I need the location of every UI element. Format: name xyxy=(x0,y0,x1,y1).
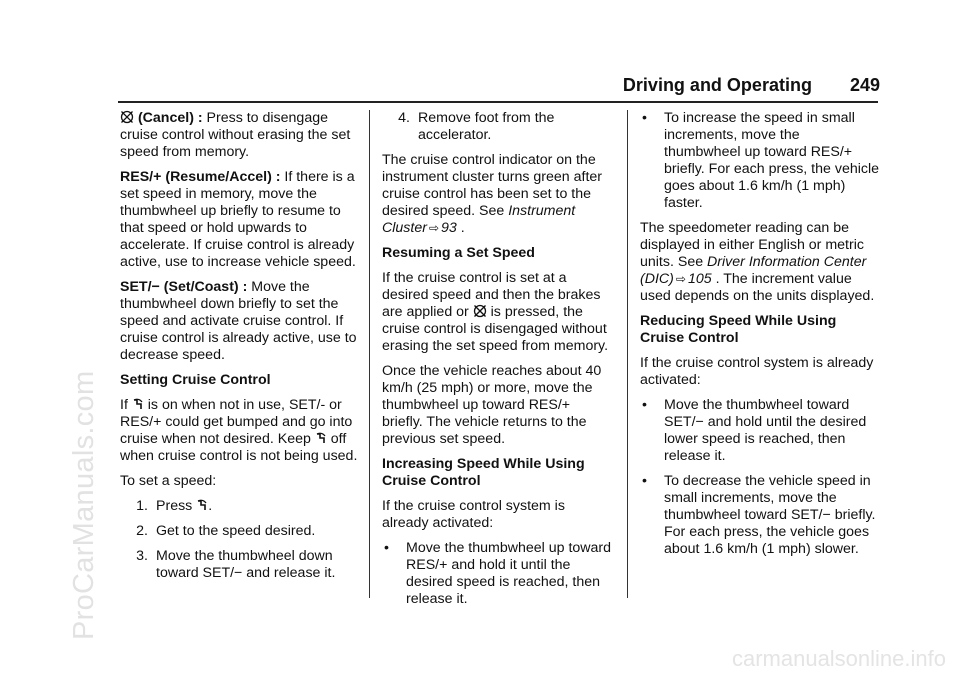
list-item xyxy=(120,548,360,582)
bullet: • xyxy=(642,473,647,489)
increase-intro: If the cruise control system is already activated: xyxy=(382,498,565,531)
step-number: 4. xyxy=(398,110,410,126)
column-divider-1 xyxy=(369,110,370,598)
step-number: 2. xyxy=(136,523,148,539)
page-reference-arrow-icon: ⇨ xyxy=(675,272,686,286)
step1-text-b: . xyxy=(208,498,213,514)
instrument-cluster-link[interactable]: Instrument Cluster xyxy=(382,203,576,236)
set-label: SET/− (Set/Coast) : xyxy=(120,279,248,295)
list-item xyxy=(382,540,614,608)
column-2 xyxy=(382,110,614,616)
list-item xyxy=(640,397,880,465)
list-item xyxy=(640,110,880,212)
page-reference[interactable]: 105 xyxy=(687,271,712,287)
cruise-control-icon xyxy=(132,398,144,411)
column-3 xyxy=(640,110,880,566)
bullet: • xyxy=(384,540,389,556)
reduce-heading: Reducing Speed While Using Cruise Control xyxy=(640,313,837,346)
setting-heading: Setting Cruise Control xyxy=(120,372,271,388)
if-text-c: off when cruise control is not being used. xyxy=(120,431,358,464)
step-text xyxy=(156,498,360,515)
reduce-intro: If the cruise control system is already activated: xyxy=(640,355,874,388)
list-item xyxy=(120,498,360,515)
if-text-a: If xyxy=(120,397,132,413)
list-item xyxy=(382,110,614,144)
bullet: • xyxy=(642,110,647,126)
step-number: 1. xyxy=(136,498,148,514)
page-header xyxy=(0,70,880,100)
cruise-control-icon xyxy=(196,499,208,512)
resume-paragraph xyxy=(382,270,614,355)
cruise-control-icon xyxy=(315,432,327,445)
step1-text-a: Press xyxy=(156,498,197,514)
resume-heading: Resuming a Set Speed xyxy=(382,245,535,261)
step-text: Get to the speed desired. xyxy=(156,523,316,539)
page-number: 249 xyxy=(849,74,880,95)
res-label: RES/+ (Resume/Accel) : xyxy=(120,169,281,185)
list-item xyxy=(640,473,880,558)
column-1 xyxy=(120,110,360,590)
step-number: 3. xyxy=(136,548,148,564)
cancel-icon xyxy=(120,110,134,124)
dic-link[interactable]: Driver Information Center (DIC) xyxy=(640,254,867,287)
steps-list xyxy=(120,498,360,582)
list-item xyxy=(120,523,360,540)
resume-text-b: is pressed, the cruise control is disengaged without erasing the set speed from memory. xyxy=(382,304,609,354)
cancel-paragraph xyxy=(120,110,360,161)
bullet-text: To decrease the vehicle speed in small increments, move the thumbwheel toward SET/− briefly. For each press, the vehicle goes about 1.6 km/h (1 mph) slower. xyxy=(664,473,876,557)
bullet: • xyxy=(642,397,647,413)
bullet-text: Move the thumbwheel toward SET/− and hold until the desired lower speed is reached, then release it. xyxy=(664,397,867,464)
indicator-text: The cruise control indicator on the instrument cluster turns green after cruise control has been set to the desired speed. See xyxy=(382,152,603,219)
bullet-text: To increase the speed in small increments, move the thumbwheel up toward RES/+ briefly. For each press, the vehicle goes about 1.6 km/h (1 mph) faster. xyxy=(664,110,880,211)
bottom-watermark: carmanualsonline.info xyxy=(731,646,946,671)
res-paragraph xyxy=(120,169,360,271)
once-paragraph: Once the vehicle reaches about 40 km/h (25 mph) or more, move the thumbwheel up toward RES/+ briefly. The vehicle returns to the previous set speed. xyxy=(382,363,602,447)
page-reference[interactable]: 93 xyxy=(441,220,457,236)
step-text: Move the thumbwheel down toward SET/− and release it. xyxy=(156,548,336,581)
set-paragraph xyxy=(120,279,360,364)
step-text: Remove foot from the accelerator. xyxy=(418,110,555,143)
side-watermark: ProCarManuals.com xyxy=(68,370,100,640)
column-divider-2 xyxy=(627,110,628,598)
cancel-label: (Cancel) : xyxy=(134,110,203,126)
to-set-paragraph: To set a speed: xyxy=(120,473,217,489)
res-desc: If there is a set speed in memory, move the thumbwheel up briefly to resume to that speed or hold upwards to accelerate. If cruise control is already active, use to increase vehicle speed. xyxy=(120,169,356,270)
section-title: Driving and Operating xyxy=(622,74,812,95)
set-desc: Move the thumbwheel down briefly to set the speed and activate cruise control. If cruise control is already active, use to decrease speed. xyxy=(120,279,357,363)
indicator-paragraph xyxy=(382,152,614,237)
header-rule xyxy=(118,101,878,103)
speedo-text-b: . The increment value used depends on the units displayed. xyxy=(640,271,875,304)
if-text-b: is on when not in use, SET/- or RES/+ could get bumped and go into cruise when not desired. Keep xyxy=(120,397,353,447)
resume-text-a: If the cruise control is set at a desired speed and then the brakes are applied or xyxy=(382,270,601,320)
bullet-text: Move the thumbwheel up toward RES/+ and hold it until the desired speed is reached, then release it. xyxy=(406,540,612,607)
increase-heading: Increasing Speed While Using Cruise Control xyxy=(382,456,585,489)
if-paragraph xyxy=(120,397,360,465)
cancel-desc: Press to disengage cruise control without erasing the set speed from memory. xyxy=(120,110,351,160)
indicator-end: . xyxy=(456,220,465,236)
speedo-text-a: The speedometer reading can be displayed in either English or metric units. See xyxy=(640,220,864,270)
cancel-icon xyxy=(473,304,487,318)
page-reference-arrow-icon: ⇨ xyxy=(428,221,440,235)
speedo-paragraph xyxy=(640,220,880,305)
